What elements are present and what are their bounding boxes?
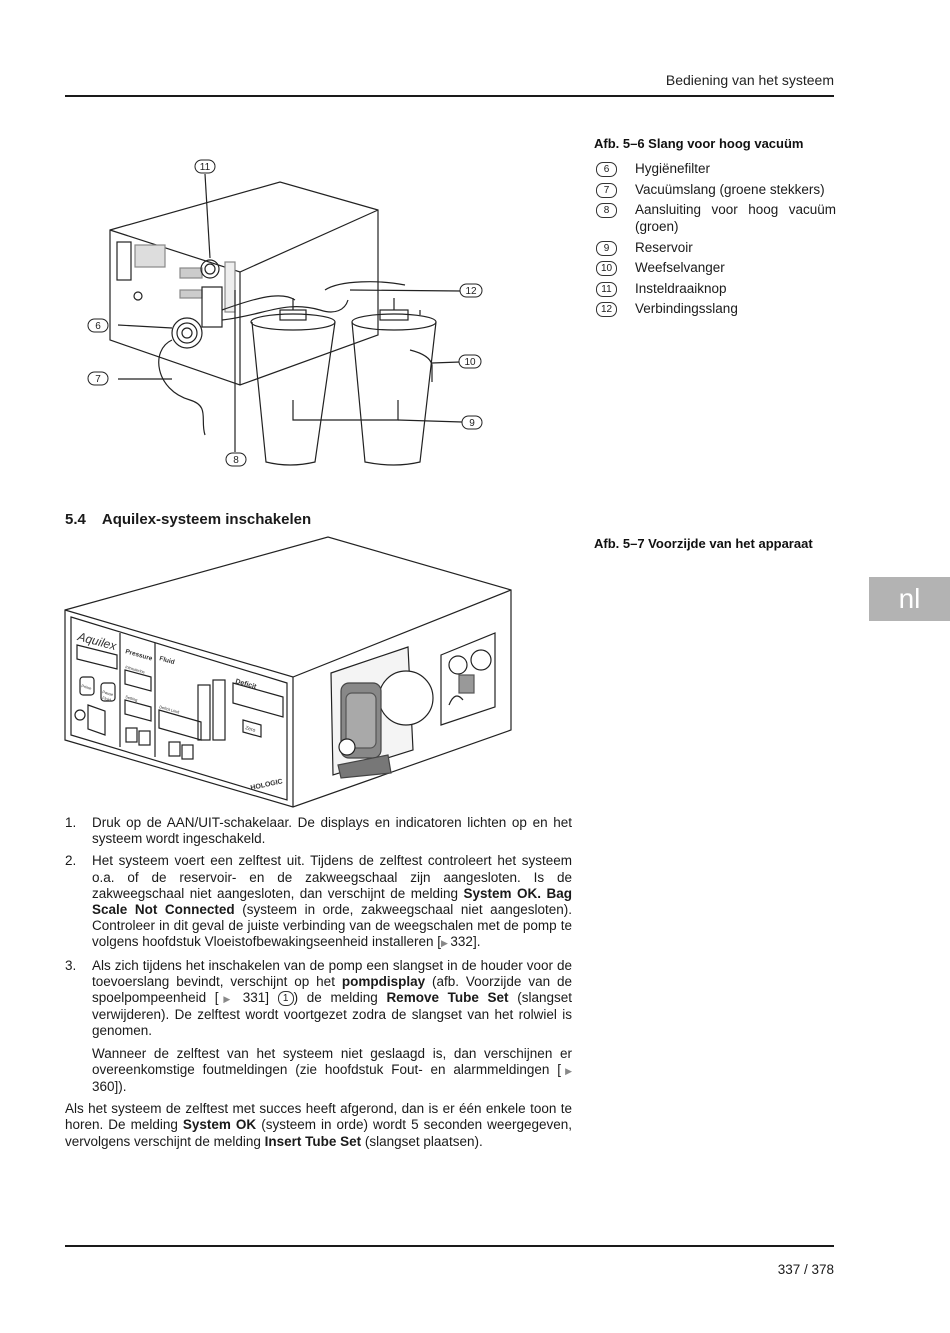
- fluid-small-label: Fluid: [101, 695, 112, 703]
- closing-paragraph: Als het systeem de zelftest met succes heeft afgerond, dan is er één enkele toon te horen. De melding System OK (systeem in orde) wordt 5 seconden weergegeven, vervolgens verschijnt de melding Insert Tube Set (slangset plaatsen).: [65, 1101, 572, 1149]
- legend-number: 12: [596, 302, 617, 317]
- brand-label: Aquilex: [76, 629, 118, 654]
- section-heading: [65, 511, 311, 528]
- page-ref-arrow-icon: ▶: [440, 938, 451, 949]
- legend-number: 7: [596, 183, 617, 198]
- language-tab: nl: [869, 577, 950, 621]
- figure-caption: Afb. 5–6 Slang voor hoog vacuüm: [594, 136, 804, 151]
- list-text: Druk op de AAN/UIT-schakelaar. De displays en indicatoren lichten op en het systeem wordt ingeschakeld.: [92, 815, 572, 847]
- list-number: 1.: [65, 815, 77, 830]
- procedure-list: [65, 815, 572, 1040]
- list-number: 3.: [65, 957, 77, 973]
- list-item: [65, 958, 572, 1040]
- legend-text: Weefselvanger: [635, 260, 725, 275]
- legend-number: 8: [596, 203, 617, 218]
- page-number: 337 / 378: [777, 1262, 834, 1277]
- legend-item: [596, 160, 836, 177]
- callout-label: 12: [465, 286, 477, 297]
- inline-callout-number: 1: [278, 991, 294, 1006]
- legend-text: Vacuümslang (groene stekkers): [635, 181, 825, 197]
- page-ref-arrow-icon: ▶: [561, 1065, 572, 1076]
- legend-text: Verbindingsslang: [635, 301, 738, 316]
- legend-item: [596, 280, 836, 297]
- legend-item: [596, 181, 836, 198]
- footer-rule: [65, 1245, 834, 1247]
- zero-label: Zero: [244, 725, 256, 734]
- pause-label: Pause: [101, 689, 115, 698]
- maker-logo: HOLOGIC: [249, 778, 284, 792]
- figure-legend: [596, 160, 836, 321]
- list-item: [65, 853, 572, 951]
- page-ref-arrow-icon: ▶: [218, 994, 243, 1005]
- legend-text: Aansluiting voor hoog vacuüm (groen): [635, 202, 836, 234]
- page-reference-link[interactable]: 332: [450, 934, 473, 950]
- setting-label: Setting: [124, 694, 139, 703]
- legend-item: [596, 201, 836, 235]
- legend-number: 6: [596, 162, 617, 177]
- figure-caption: Afb. 5–7 Voorzijde van het apparaat: [594, 536, 813, 551]
- section-number: 5.4: [65, 511, 86, 528]
- legend-number: 11: [596, 282, 617, 297]
- bold-term: System OK: [182, 1117, 257, 1133]
- bold-term: Insert Tube Set: [264, 1133, 362, 1149]
- header-rule: [65, 95, 834, 97]
- legend-text: Hygiënefilter: [635, 161, 711, 176]
- list-text: Als zich tijdens het inschakelen van de pomp een slangset in de houder voor de toevoerslang bevindt, verschijnt op het pompdisplay (afb. Voorzijde van de spoelpompeenheid [▶ 331] 1 ) de melding Remove Tube Set (slangset verwijderen). De zelftest wordt voortgezet zodra de slangset van het rolwiel is genomen.: [92, 957, 573, 1039]
- figure-device-front: [63, 535, 513, 810]
- list-text: Het systeem voert een zelftest uit. Tijdens de zelftest controleert het systeem o.a. of de reservoir- en de zakweegschaal zijn aangesloten. Is de zakweegschaal niet aangesloten, dan verschijnt de melding System OK. Bag Scale Not Connected (systeem in orde, zakweegschaal niet aangesloten). Controleer in dit geval de juiste verbinding van de weegschalen met de pomp te volgens hoofdstuk Vloeistofbewakingseenheid installeren [▶ 332].: [92, 853, 572, 950]
- prime-label: Prime: [80, 683, 93, 691]
- callout-label: 6: [95, 321, 101, 332]
- legend-number: 10: [596, 261, 617, 276]
- intrauterine-label: Intrauterine: [124, 664, 146, 675]
- deficit-label: Deficit: [234, 678, 257, 691]
- legend-item: [596, 239, 836, 256]
- bold-term: Remove Tube Set: [386, 990, 509, 1006]
- note-paragraph: Wanneer de zelftest van het systeem niet geslaagd is, dan verschijnen er overeenkomstige foutmeldingen (zie hoofdstuk Fout- en alarmmeldingen [▶ 360]).: [92, 1045, 572, 1095]
- pressure-label: Pressure: [124, 648, 154, 663]
- callout-label: 10: [464, 357, 476, 368]
- bold-term: pompdisplay: [341, 973, 426, 989]
- page-reference-link[interactable]: 360: [92, 1079, 115, 1095]
- list-number: 2.: [65, 853, 77, 869]
- callout-label: 8: [233, 455, 239, 466]
- legend-item: [596, 300, 836, 317]
- running-header: Bediening van het systeem: [665, 72, 834, 88]
- legend-text: Insteldraaiknop: [635, 280, 727, 296]
- body-text: [65, 815, 572, 1156]
- list-item: [65, 815, 572, 847]
- callout-label: 11: [199, 162, 211, 173]
- callout-label: 7: [95, 374, 101, 385]
- callout-label: 9: [469, 418, 475, 429]
- legend-item: [596, 259, 836, 276]
- figure-vacuum-hose: [80, 150, 500, 475]
- deficit-limit-label: Deficit Limit: [158, 704, 180, 715]
- legend-text: Reservoir: [635, 239, 693, 255]
- bold-term: System OK. Bag Scale Not Connected: [92, 885, 572, 918]
- section-title: Aquilex-systeem inschakelen: [101, 511, 312, 528]
- fluid-label: Fluid: [158, 655, 176, 667]
- page-reference-link[interactable]: 331: [242, 990, 266, 1006]
- legend-number: 9: [596, 241, 617, 256]
